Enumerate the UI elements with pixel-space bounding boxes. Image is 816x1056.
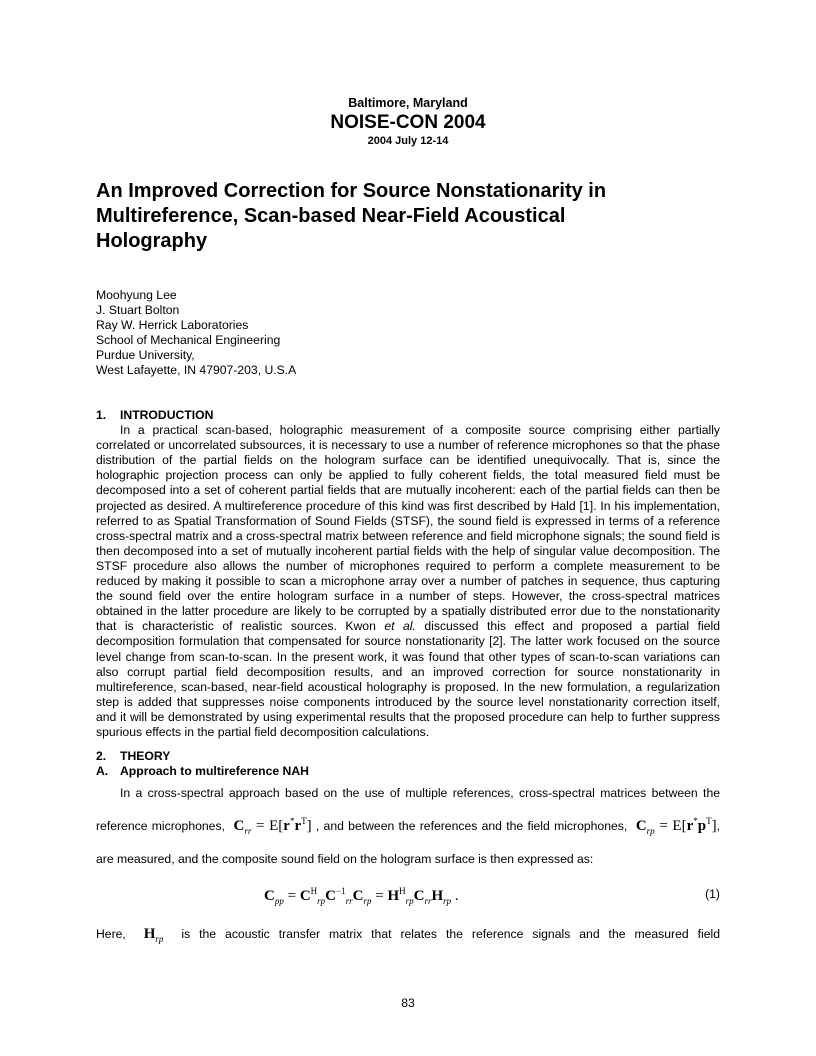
math-crr: $C_{rr} = E[r^*r^T]$ <box>233 816 312 837</box>
theory-paragraph-continued <box>96 920 720 953</box>
math-crp: $C_{rp} = E[r^*p^T]$ <box>635 816 717 837</box>
conference-dates: 2004 July 12-14 <box>367 135 449 147</box>
author-name: Moohyung Lee <box>96 288 177 302</box>
paragraph-text: In a practical scan-based, holographic measurement of a composite source comprising either partially correlated or uncorrelated subsources, it is necessary to use a number of reference microphones so that the phase distribution of the partial fields on the hologram surface can be identified unequivocally. That is, since the holographic projection process can only be applied to fully coherent fields, the total measured field must be decomposed into a set of coherent partial fields that are mutually incoherent: each of the partial fields can then be projected as desired. A multireference procedure of this kind was first described by Hald [1]. In his implementation, referred to as Spatial Transformation of Sound Fields (STSF), the sound field is expressed in terms of a reference cross-spectral matrix and a cross-spectral matrix between reference and field microphone signals; the sound field is then decomposed into a set of mutually incoherent partial fields with the help of singular value decomposition. The STSF procedure also allows the number of microphones required to perform a complete measurement to be reduced by making it possible to scan a microphone array over a number of patches in sequence, thus capturing the sound field over the entire hologram surface in a number of steps. However, the cross-spectral matrices obtained in the latter procedure are likely to be corrupted by a spatially distributed error due to the nonstationarity that is characteristic of realistic sources. Kwon <box>96 423 720 634</box>
section-number: 1. <box>96 408 107 422</box>
section-heading-theory <box>96 749 720 764</box>
paragraph-text: , are measured, and the composite sound field on the hologram surface is then expressed as: <box>96 819 720 867</box>
title-line: Multireference, Scan-based Near-Field Acoustical <box>96 205 566 227</box>
paper-title <box>96 179 736 254</box>
title-line: An Improved Correction for Source Nonstationarity in <box>96 180 607 202</box>
italic-text: et al. <box>384 619 416 634</box>
affiliation-line: West Lafayette, IN 47907-203, U.S.A <box>96 363 297 378</box>
paragraph-text: , and between the references and the field microphones, <box>315 819 628 834</box>
paragraph-text: Here, <box>96 927 126 942</box>
subsection-heading <box>96 764 720 779</box>
subsection-title: Approach to multireference NAH <box>120 764 309 779</box>
paper-body <box>96 408 720 953</box>
subsection-number: A. <box>96 764 109 779</box>
section-title: INTRODUCTION <box>120 408 214 422</box>
section-title: THEORY <box>120 749 171 764</box>
equation-body: $C_{pp} = C^H_{rp}C^{-1}_{rr}C_{rp} = H^H_{rp}C_{rr}H_{rp}$ . <box>264 886 459 907</box>
affiliation-line: School of Mechanical Engineering <box>96 333 281 348</box>
author-block <box>96 288 716 379</box>
title-line: Holography <box>96 230 208 252</box>
equation-number: (1) <box>705 887 720 902</box>
conference-header <box>0 96 816 148</box>
math-hrp: $H_{rp}$ <box>143 926 164 945</box>
paragraph-text: In a cross-spectral approach based on the use of multiple references, cross-spectral matrices between the reference microphones, <box>96 786 720 834</box>
affiliation-line: Purdue University, <box>96 348 195 363</box>
conference-name: NOISE-CON 2004 <box>330 112 486 133</box>
author-name: J. Stuart Bolton <box>96 303 180 318</box>
theory-paragraph <box>96 779 720 873</box>
paragraph-text: discussed this effect and proposed a partial field decomposition formulation that compensated for source nonstationarity [2]. The latter work focused on the source level change from scan-to-scan. In the present work, it was found that other types of scan-to-scan variations can also corrupt partial field decomposition results, and an improved correction for source nonstationarity in multireference, scan-based, near-field acoustical holography is proposed. In the new formulation, a regularization step is added that suppresses noise components introduced by the source level nonstationarity correction itself, and it will be demonstrated by using experimental results that the proposed procedure can help to further suppress spurious effects in the partial field decomposition calculations. <box>96 619 720 739</box>
equation-1 <box>96 880 720 910</box>
section-heading-introduction <box>96 408 720 423</box>
section-number: 2. <box>96 749 107 764</box>
conference-location: Baltimore, Maryland <box>348 96 468 110</box>
page-number: 83 <box>401 996 415 1010</box>
affiliation-line: Ray W. Herrick Laboratories <box>96 318 249 333</box>
introduction-paragraph <box>96 423 720 740</box>
paragraph-text: is the acoustic transfer matrix that relates the reference signals and the measured field <box>181 927 720 942</box>
